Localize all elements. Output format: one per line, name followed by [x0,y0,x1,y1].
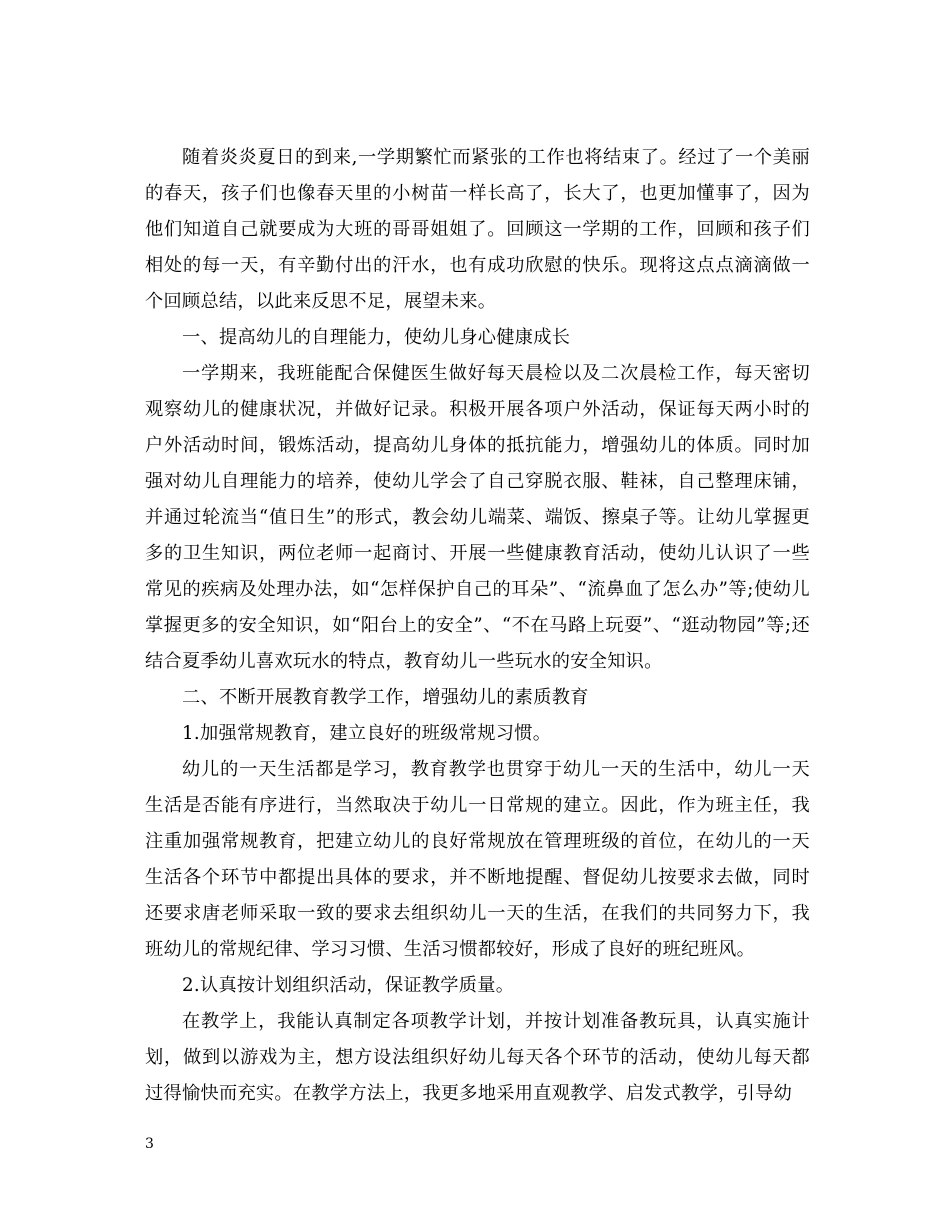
subsection-2-2-paragraph: 在教学上，我能认真制定各项教学计划，并按计划准备教玩具，认真实施计划，做到以游戏为主，想方设法组织好幼儿每天各个环节的活动，使幼儿每天都过得愉快而充实。在教学方法上，我更多地采用直观教学、启发式教学，引导幼 [145,1011,810,1104]
page-number: 3 [145,1136,154,1152]
subheading-2-1: 1.加强常规教育，建立良好的班级常规习惯。 [182,723,552,744]
document-body [145,140,810,1112]
section-1-paragraph: 一学期来，我班能配合保健医生做好每天晨检以及二次晨检工作，每天密切观察幼儿的健康状况，并做好记录。积极开展各项户外活动，保证每天两小时的户外活动时间，锻炼活动，提高幼儿身体的抵抗能力，增强幼儿的体质。同时加强对幼儿自理能力的培养，使幼儿学会了自己穿脱衣服、鞋袜，自己整理床铺，并通过轮流当“值日生”的形式，教会幼儿端菜、端饭、擦桌子等。让幼儿掌握更多的卫生知识，两位老师一起商讨、开展一些健康教育活动，使幼儿认识了一些常见的疾病及处理办法，如“怎样保护自己的耳朵”、“流鼻血了怎么办”等;使幼儿掌握更多的安全知识，如“阳台上的安全”、“不在马路上玩耍”、“逛动物园”等;还结合夏季幼儿喜欢玩水的特点，教育幼儿一些玩水的安全知识。 [145,363,810,672]
subsection-2-1-paragraph: 幼儿的一天生活都是学习，教育教学也贯穿于幼儿一天的生活中，幼儿一天生活是否能有序进行，当然取决于幼儿一日常规的建立。因此，作为班主任，我注重加强常规教育，把建立幼儿的良好常规放在管理班级的首位，在幼儿的一天生活各个环节中都提出具体的要求，并不断地提醒、督促幼儿按要求去做，同时还要求唐老师采取一致的要求去组织幼儿一天的生活，在我们的共同努力下，我班幼儿的常规纪律、学习习惯、生活习惯都较好，形成了良好的班纪班风。 [145,759,810,960]
subheading-2-2: 2.认真按计划组织活动，保证教学质量。 [182,975,515,996]
section-heading-1: 一、提高幼儿的自理能力，使幼儿身心健康成长 [182,327,571,348]
section-heading-2: 二、不断开展教育教学工作，增强幼儿的素质教育 [182,687,589,708]
intro-paragraph: 随着炎炎夏日的到来,一学期繁忙而紧张的工作也将结束了。经过了一个美丽的春天，孩子们也像春天里的小树苗一样长高了，长大了，也更加懂事了，因为他们知道自己就要成为大班的哥哥姐姐了。回顾这一学期的工作，回顾和孩子们相处的每一天，有辛勤付出的汗水，也有成功欣慰的快乐。现将这点点滴滴做一个回顾总结，以此来反思不足，展望未来。 [145,147,810,312]
